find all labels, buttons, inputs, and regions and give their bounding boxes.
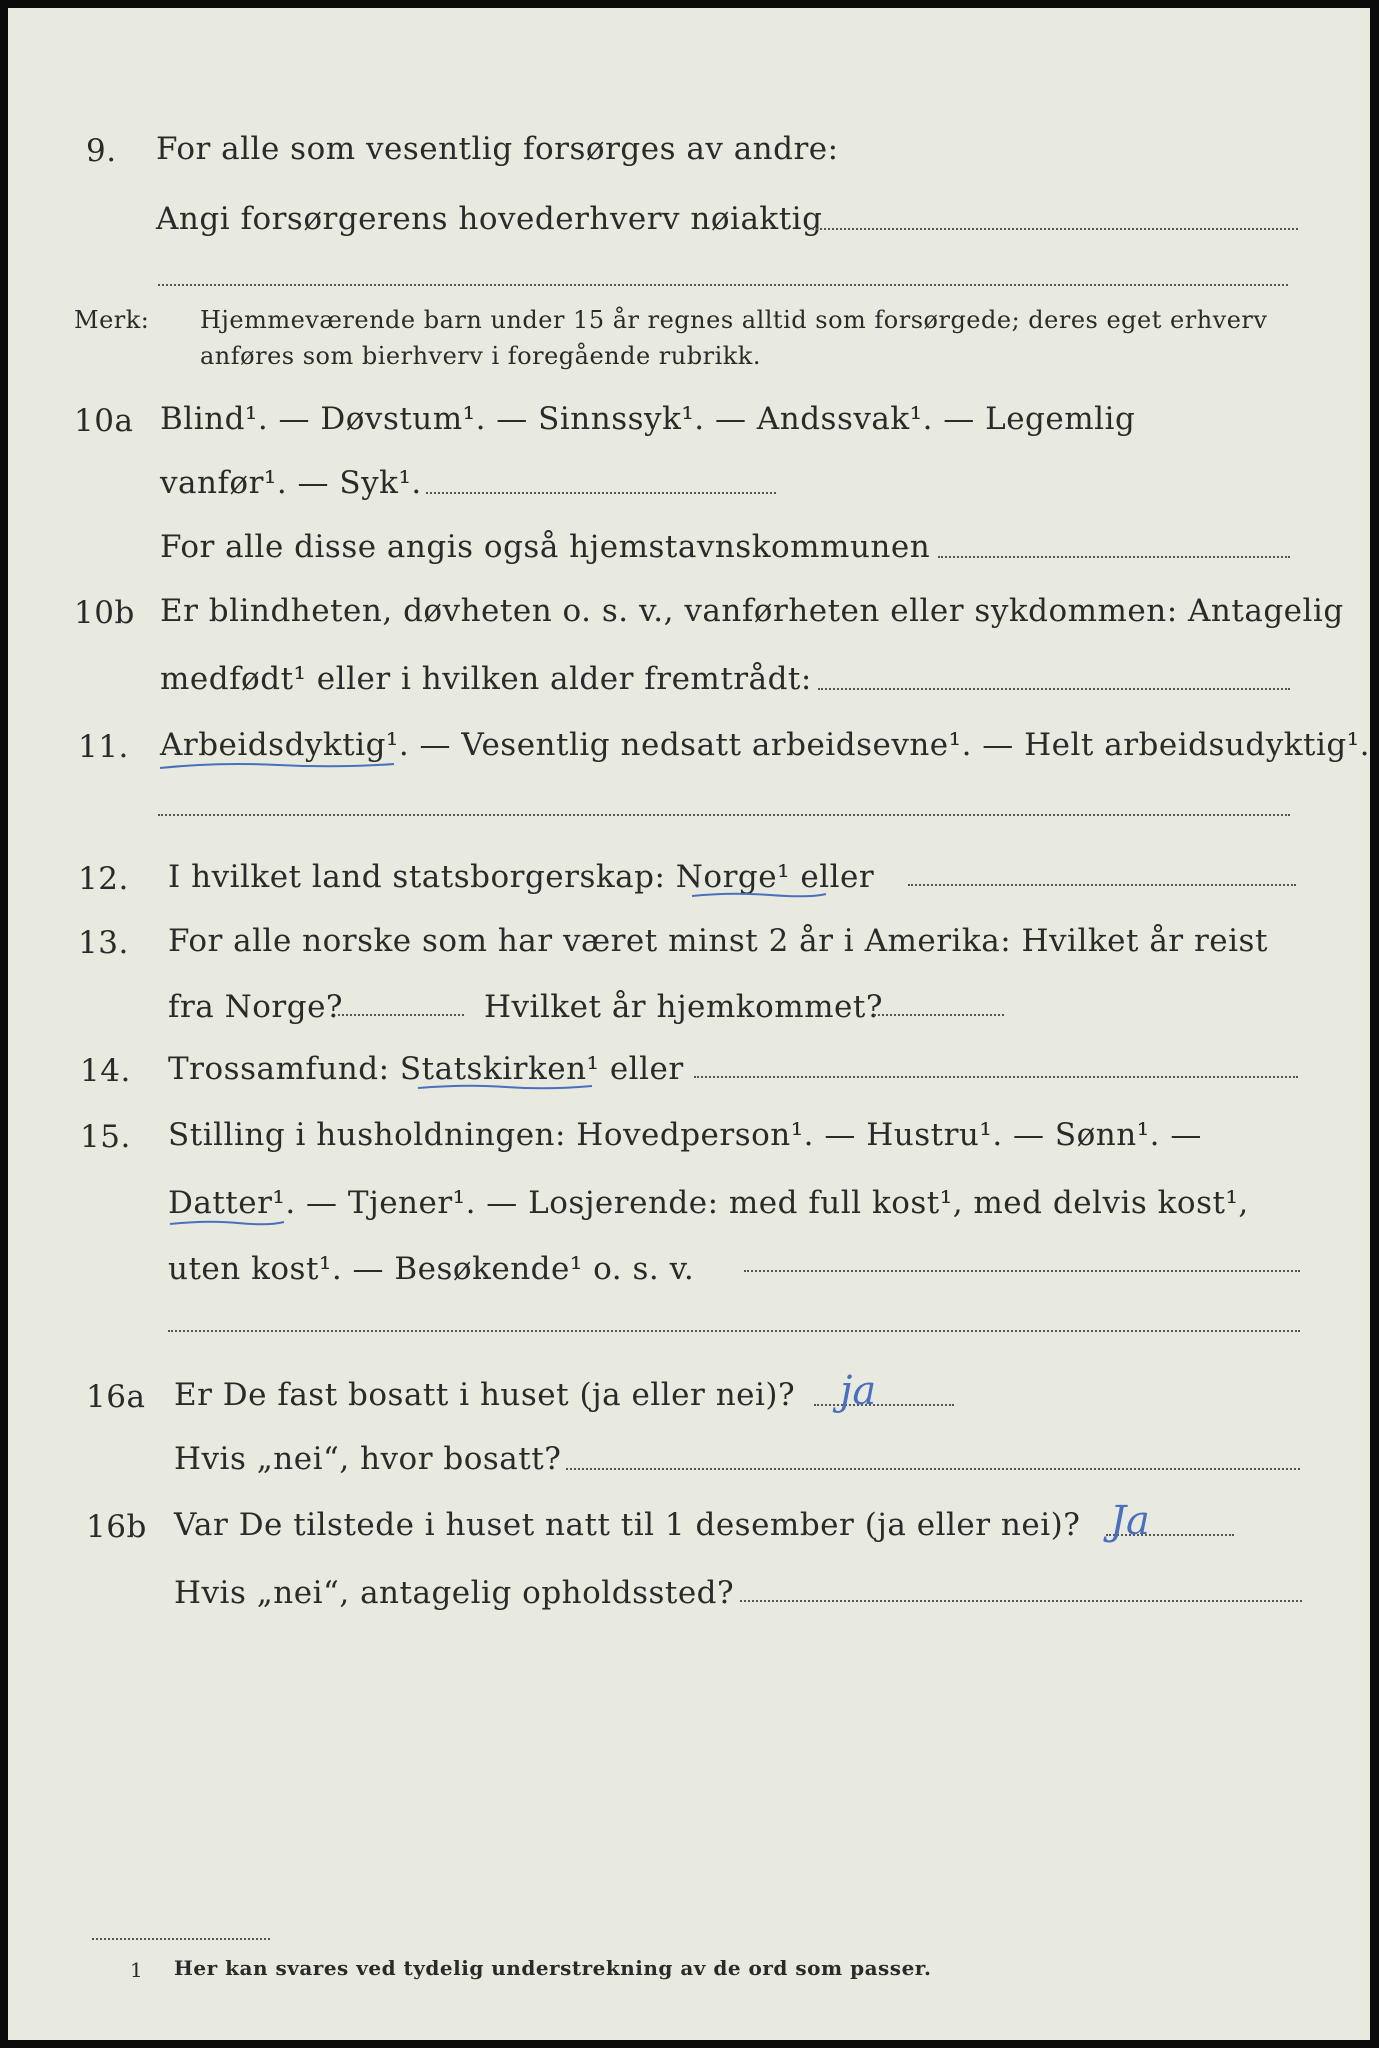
q14-number: 14. [80,1053,131,1089]
q13-line2a: fra Norge? [168,989,344,1025]
q10b-number: 10b [74,595,135,631]
q15-line2: Datter¹. — Tjener¹. — Losjerende: med full kost¹, med delvis kost¹, [168,1185,1249,1221]
q16b-line2: Hvis „nei“, antagelig opholdssted? [174,1575,735,1611]
q16a-line1: Er De fast bosatt i huset (ja eller nei)? [174,1377,796,1413]
q12-handwritten-underline [690,890,830,900]
q15-line3: uten kost¹. — Besøkende¹ o. s. v. [168,1251,695,1287]
q16a-residence-line [566,1468,1300,1470]
q10b-line2: medfødt¹ eller i hvilken alder fremtrådt: [160,661,812,697]
q10a-line3: For alle disse angis også hjemstavnskommunen [160,529,931,565]
q13-year-returned-line [874,1014,1004,1016]
q9-answer-line-2 [158,284,1288,286]
q16b-handwritten-answer: Ja [1110,1498,1150,1544]
q10b-answer-line [818,688,1290,690]
q10a-answer-line [426,492,776,494]
q14-answer-line [694,1076,1298,1078]
q13-year-left-line [338,1014,464,1016]
q11-number: 11. [78,729,129,765]
q16a-line2: Hvis „nei“, hvor bosatt? [174,1441,562,1477]
q10b-line1: Er blindheten, døvheten o. s. v., vanførheten eller sykdommen: Antagelig [160,593,1344,629]
merk-line2: anføres som bierhverv i foregående rubrikk. [200,342,761,370]
merk-label: Merk: [74,306,150,334]
q11-handwritten-underline [158,760,398,770]
q10a-line2: vanfør¹. — Syk¹. [160,465,422,501]
q14-line1: Trossamfund: Statskirken¹ eller [168,1051,684,1087]
q14-handwritten-underline [416,1082,596,1092]
q13-line2b: Hvilket år hjemkommet? [484,989,883,1025]
q11-line1: Arbeidsdyktig¹. — Vesentlig nedsatt arbeidsevne¹. — Helt arbeidsudyktig¹. [160,727,1370,763]
q16b-residence-line [740,1600,1302,1602]
merk-line1: Hjemmeværende barn under 15 år regnes alltid som forsørgede; deres eget erhverv [200,306,1268,334]
q12-line1: I hvilket land statsborgerskap: Norge¹ eller [168,859,875,895]
q9-answer-line [808,228,1298,230]
census-form-page [8,8,1370,2040]
q15-handwritten-underline [168,1218,288,1228]
q16b-line1: Var De tilstede i huset natt til 1 desember (ja eller nei)? [174,1507,1081,1543]
q16a-number: 16a [86,1379,146,1415]
q10a-line1: Blind¹. — Døvstum¹. — Sinnssyk¹. — Andssvak¹. — Legemlig [160,401,1136,437]
footnote-separator [92,1938,270,1940]
q9-number: 9. [86,133,117,169]
q9-line1: For alle som vesentlig forsørges av andre: [156,131,839,167]
q13-line1: For alle norske som har været minst 2 år i Amerika: Hvilket år reist [168,923,1268,959]
q15-answer-line [744,1270,1300,1272]
q13-number: 13. [78,925,129,961]
q9-line2: Angi forsørgerens hovederhverv nøiaktig [156,201,823,237]
q10a-number: 10a [74,403,134,439]
q15-line1: Stilling i husholdningen: Hovedperson¹. — Hustru¹. — Sønn¹. — [168,1117,1202,1153]
q12-number: 12. [78,861,129,897]
q15-number: 15. [80,1119,131,1155]
q12-answer-line [908,884,1296,886]
q16a-answer-line [814,1404,954,1406]
footnote-mark: 1 [130,1958,144,1982]
q16b-number: 16b [86,1509,147,1545]
q10a-hometown-line [938,556,1290,558]
q16a-handwritten-answer: ja [840,1368,877,1414]
footnote-text: Her kan svares ved tydelig understrekning av de ord som passer. [174,1956,932,1980]
q15-answer-line-2 [168,1330,1300,1332]
q11-answer-line [158,814,1290,816]
